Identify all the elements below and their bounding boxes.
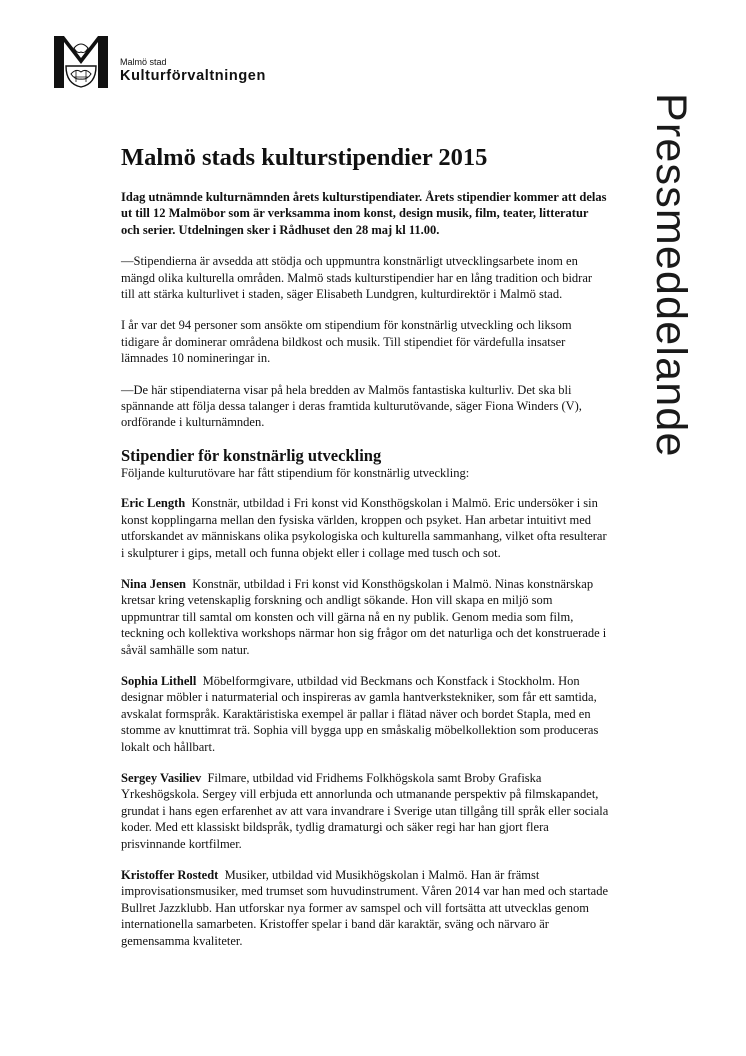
recipient-name: Nina Jensen <box>121 576 186 591</box>
section-intro: Följande kulturutövare har fått stipendium för konstnärlig utveckling: <box>121 465 470 480</box>
recipient-name: Sergey Vasiliev <box>121 770 202 785</box>
organization-name <box>120 57 266 85</box>
recipient-name: Sophia Lithell <box>121 673 197 688</box>
recipient-entry <box>121 867 609 949</box>
paragraph: —Stipendierna är avsedda att stödja och uppmuntra konstnärligt utvecklingsarbete inom en mängd olika kulturella områden. Malmö stads kulturstipendier har en lång tradition och bidrar till att stärka kulturlivet i staden, säger Elisabeth Lundgren, kulturdirektör i Malmö stad. <box>121 254 593 302</box>
paragraph: I år var det 94 personer som ansökte om stipendium för konstnärlig utveckling och liksom tidigare år dominerar områdena bildkost och musik. Till stipendiet för värdefulla insatser lämnades 10 nomineringar in. <box>121 318 572 366</box>
section-title: Stipendier för konstnärlig utveckling <box>121 445 382 465</box>
article-lead: Idag utnämnde kulturnämnden årets kulturstipendiater. Årets stipendier kommer att delas ut till 12 Malmöbor som är verksamma inom konst, design musik, film, teater, litteratur och serier. Utdelningen sker i Rådhuset den 28 maj kl 11.00. <box>121 190 607 237</box>
recipient-name: Kristoffer Rostedt <box>121 868 219 882</box>
recipient-description: Konstnär, utbildad i Fri konst vid Konsthögskolan i Malmö. Eric undersöker i sin konst kopplingarna mellan den fysiska världen, kroppen och psyket. Han arbetar intuitivt med utforskandet av människans olika psykologiska och kulturella sammanhang, vilket ofta resulterar i skulpturer i gips, metall och funna objekt eller i collage med tusch och sot. <box>121 496 607 560</box>
paragraph: —De här stipendiaterna visar på hela bredden av Malmös fantastiska kulturliv. Det ska bli spännande att följa dessa talanger i deras framtida kulturutövande, säger Fiona Winders (V), ordförande i kulturnämnden. <box>121 382 582 430</box>
recipient-entry <box>121 495 609 561</box>
article-title: Malmö stads kulturstipendier 2015 <box>121 144 488 171</box>
recipient-description: Möbelformgivare, utbildad vid Beckmans och Konstfack i Stockholm. Hon designar möbler i naturmaterial och inspireras av gamla hantverkstekniker, som får ett samtida, avskalat formspråk. Karaktäristiska exempel är pallar i flätad näver och bordet Stapla, med en stomme av knuttimrat trä. Sophia vill bygga upp en småskalig möbelkollektion som produceras lokalt och hållbart. <box>121 673 599 754</box>
org-department: Kulturförvaltningen <box>120 68 266 84</box>
recipient-description: Musiker, utbildad vid Musikhögskolan i Malmö. Han är främst improvisationsmusiker, med trumset som huvudinstrument. Våren 2014 var han med och startade Bullret Jazzklubb. Han utforskar nya former av samspel och vill fortsätta att utvecklas genom internationella samarbeten. Kristoffer spelar i band där karaktär, sväng och närvaro är gemensamma kvaliteter. <box>121 868 609 948</box>
recipient-description: Filmare, utbildad vid Fridhems Folkhögskola samt Broby Grafiska Yrkeshögskola. Sergey vill erbjuda ett annorlunda och utmanande perspektiv på filmskapandet, grundat i hans egen erfarenhet av att vara invandrare i Sverige utan tillgång till språk eller sociala koder. Med ett klassiskt bildspråk, tydlig dramaturgi och säker regi har han gjort flera prisvinnande kortfilmer. <box>121 770 609 851</box>
article <box>121 142 609 964</box>
recipient-name: Eric Length <box>121 496 186 511</box>
recipient-entry <box>121 673 609 755</box>
recipient-entry <box>121 576 609 658</box>
recipient-entry <box>121 770 609 852</box>
press-release-label: Pressmeddelande <box>647 93 695 458</box>
malmo-griffin-crest-icon <box>54 36 108 88</box>
recipient-description: Konstnär, utbildad i Fri konst vid Konsthögskolan i Malmö. Ninas konstnärskap kretsar kring vetenskaplig forskning och andligt sökande. Hon vill skapa en miljö som uppmuntrar till samtal om konsten och vill gärna nå en ny publik. Genom media som film, teckning och kollektiva workshops närmar hon sig frågor om det naturliga och det konstruerade i såväl samhälle som natur. <box>121 576 607 657</box>
org-city: Malmö stad <box>120 57 167 67</box>
